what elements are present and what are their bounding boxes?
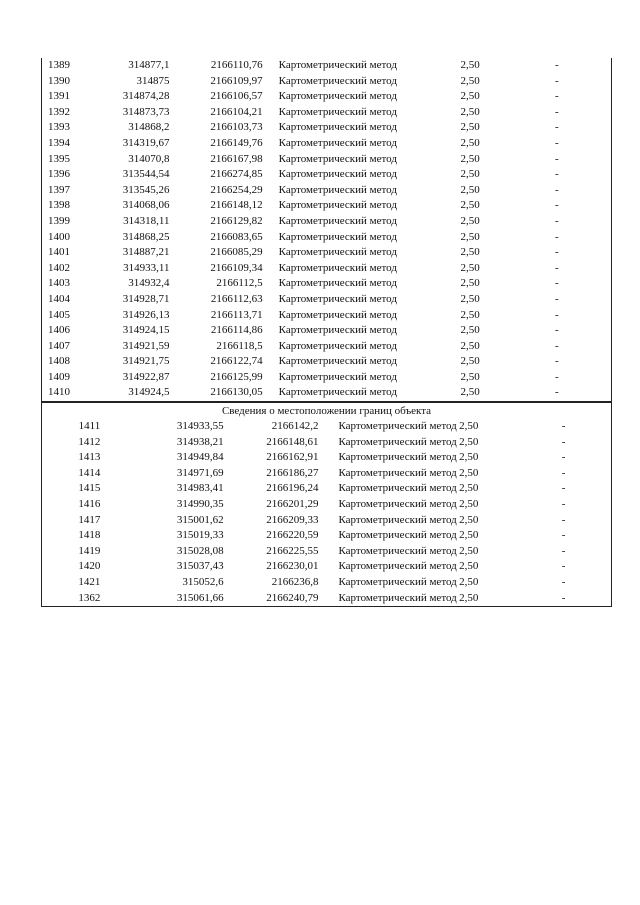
coord-x-cell: 314070,8 (128, 152, 170, 165)
coord-x-cell: 314873,73 (122, 105, 170, 118)
extra-cell: - (554, 168, 559, 181)
extra-cell: - (554, 292, 559, 305)
table-row (42, 74, 611, 90)
coord-y-cell: 2166209,33 (266, 513, 319, 526)
accuracy-cell: 2,50 (460, 386, 480, 399)
table-row (42, 575, 611, 591)
point-number-cell: 1399 (48, 214, 70, 227)
coord-x-cell: 314922,87 (122, 370, 170, 383)
method-cell: Картометрический метод (278, 261, 397, 274)
accuracy-cell: 2,50 (460, 74, 480, 87)
table-row (42, 528, 611, 544)
method-cell: Картометрический метод (278, 246, 397, 259)
coord-y-cell: 2166201,29 (266, 498, 319, 511)
coord-y-cell: 2166149,76 (210, 136, 263, 149)
coord-x-cell: 315001,62 (176, 513, 224, 526)
coord-x-cell: 314868,25 (122, 230, 170, 243)
method-cell: Картометрический метод (278, 324, 397, 337)
point-number-cell: 1402 (48, 261, 70, 274)
coord-y-cell: 2166196,24 (266, 482, 319, 495)
point-number-cell: 1401 (48, 246, 70, 259)
extra-cell: - (554, 121, 559, 134)
coord-y-cell: 2166142,2 (271, 420, 319, 433)
method-cell: Картометрический метод (338, 513, 457, 526)
table-row (42, 435, 611, 451)
table-row (42, 497, 611, 513)
accuracy-cell: 2,50 (459, 544, 479, 557)
point-number-cell: 1403 (48, 277, 70, 290)
point-number-cell: 1415 (78, 482, 101, 495)
table-row (42, 323, 611, 339)
table-row (42, 105, 611, 121)
accuracy-cell: 2,50 (460, 59, 480, 71)
table-row (42, 183, 611, 199)
table-row (42, 214, 611, 230)
coordinates-table-frame (41, 58, 612, 607)
method-cell: Картометрический метод (278, 183, 397, 196)
point-number-cell: 1413 (78, 451, 101, 464)
extra-cell: - (554, 74, 559, 87)
accuracy-cell: 2,50 (460, 183, 480, 196)
method-cell: Картометрический метод (278, 214, 397, 227)
extra-cell: - (554, 386, 559, 399)
extra-cell: - (554, 90, 559, 103)
extra-cell: - (554, 246, 559, 259)
coord-x-cell: 314319,67 (122, 136, 170, 149)
extra-cell: - (554, 199, 559, 212)
coord-y-cell: 2166167,98 (210, 152, 263, 165)
coord-y-cell: 2166148,61 (266, 435, 319, 448)
point-number-cell: 1391 (48, 90, 70, 103)
method-cell: Картометрический метод (338, 544, 457, 557)
table-row (42, 544, 611, 560)
extra-cell: - (561, 591, 566, 604)
extra-cell: - (554, 308, 559, 321)
coord-x-cell: 313545,26 (122, 183, 170, 196)
table-row (42, 89, 611, 105)
coord-y-cell: 2166148,12 (210, 199, 263, 212)
coord-x-cell: 314868,2 (128, 121, 170, 134)
method-cell: Картометрический метод (338, 591, 457, 604)
coord-y-cell: 2166109,97 (210, 74, 263, 87)
coord-y-cell: 2166083,65 (210, 230, 263, 243)
coord-y-cell: 2166254,29 (210, 183, 263, 196)
point-number-cell: 1409 (48, 370, 70, 383)
coord-x-cell: 315037,43 (176, 560, 224, 573)
point-number-cell: 1396 (48, 168, 70, 181)
extra-cell: - (561, 544, 566, 557)
extra-cell: - (554, 105, 559, 118)
coord-y-cell: 2166186,27 (266, 466, 319, 479)
point-number-cell: 1389 (48, 59, 70, 71)
coordinates-table-bottom (42, 401, 611, 607)
coordinates-table-top (42, 58, 611, 401)
accuracy-cell: 2,50 (459, 529, 479, 542)
table-row (42, 152, 611, 168)
extra-cell: - (554, 261, 559, 274)
accuracy-cell: 2,50 (460, 308, 480, 321)
extra-cell: - (561, 466, 566, 479)
coord-x-cell: 314928,71 (122, 292, 170, 305)
extra-cell: - (554, 355, 559, 368)
coord-x-cell: 314971,69 (176, 466, 224, 479)
coord-x-cell: 314877,1 (128, 59, 170, 71)
accuracy-cell: 2,50 (460, 90, 480, 103)
coord-x-cell: 314318,11 (123, 214, 170, 227)
accuracy-cell: 2,50 (460, 261, 480, 274)
coord-y-cell: 2166125,99 (210, 370, 263, 383)
method-cell: Картометрический метод (278, 355, 397, 368)
accuracy-cell: 2,50 (459, 498, 479, 511)
coord-x-cell: 314921,75 (122, 355, 170, 368)
table-row (42, 292, 611, 308)
coord-x-cell: 314068,06 (122, 199, 170, 212)
coord-x-cell: 314887,21 (122, 246, 170, 259)
extra-cell: - (554, 277, 559, 290)
accuracy-cell: 2,50 (459, 420, 479, 433)
extra-cell: - (554, 136, 559, 149)
extra-cell: - (561, 435, 566, 448)
accuracy-cell: 2,50 (460, 324, 480, 337)
accuracy-cell: 2,50 (460, 214, 480, 227)
accuracy-cell: 2,50 (459, 482, 479, 495)
coord-y-cell: 2166130,05 (210, 386, 263, 399)
accuracy-cell: 2,50 (459, 466, 479, 479)
extra-cell: - (561, 451, 566, 464)
method-cell: Картометрический метод (278, 168, 397, 181)
coord-x-cell: 314938,21 (176, 435, 224, 448)
point-number-cell: 1404 (48, 292, 70, 305)
extra-cell: - (561, 498, 566, 511)
coord-y-cell: 2166230,01 (266, 560, 319, 573)
extra-cell: - (561, 420, 566, 433)
table-row (42, 261, 611, 277)
coord-x-cell: 314983,41 (176, 482, 224, 495)
coord-x-cell: 314949,84 (176, 451, 224, 464)
extra-cell: - (554, 370, 559, 383)
extra-cell: - (554, 59, 559, 71)
coord-x-cell: 314932,4 (128, 277, 170, 290)
coord-y-cell: 2166085,29 (210, 246, 263, 259)
accuracy-cell: 2,50 (459, 435, 479, 448)
method-cell: Картометрический метод (278, 308, 397, 321)
method-cell: Картометрический метод (278, 152, 397, 165)
coord-x-cell: 313544,54 (122, 168, 170, 181)
method-cell: Картометрический метод (278, 292, 397, 305)
point-number-cell: 1362 (78, 591, 101, 604)
point-number-cell: 1414 (78, 466, 101, 479)
method-cell: Картометрический метод (278, 74, 397, 87)
table-row (42, 466, 611, 482)
point-number-cell: 1420 (78, 560, 101, 573)
coord-y-cell: 2166112,5 (216, 277, 263, 290)
accuracy-cell: 2,50 (460, 292, 480, 305)
method-cell: Картометрический метод (278, 199, 397, 212)
coord-y-cell: 2166110,76 (210, 59, 263, 71)
method-cell: Картометрический метод (338, 482, 457, 495)
method-cell: Картометрический метод (278, 59, 397, 71)
table-row (42, 481, 611, 497)
method-cell: Картометрический метод (278, 136, 397, 149)
coord-y-cell: 2166274,85 (210, 168, 263, 181)
method-cell: Картометрический метод (278, 105, 397, 118)
method-cell: Картометрический метод (278, 121, 397, 134)
accuracy-cell: 2,50 (460, 121, 480, 134)
extra-cell: - (561, 513, 566, 526)
table-row (42, 276, 611, 292)
method-cell: Картометрический метод (338, 420, 457, 433)
method-cell: Картометрический метод (278, 386, 397, 399)
table-row (42, 58, 611, 74)
coord-x-cell: 315028,08 (176, 544, 224, 557)
point-number-cell: 1417 (78, 513, 101, 526)
coord-y-cell: 2166118,5 (216, 339, 263, 352)
point-number-cell: 1421 (78, 576, 101, 588)
table-row (42, 198, 611, 214)
coord-x-cell: 314990,35 (176, 498, 224, 511)
coord-y-cell: 2166113,71 (210, 308, 263, 321)
method-cell: Картометрический метод (338, 529, 457, 542)
accuracy-cell: 2,50 (460, 277, 480, 290)
coord-x-cell: 314924,15 (122, 324, 170, 337)
coord-y-cell: 2166129,82 (210, 214, 263, 227)
coord-y-cell: 2166236,8 (271, 576, 319, 588)
accuracy-cell: 2,50 (459, 513, 479, 526)
coord-y-cell: 2166103,73 (210, 121, 263, 134)
point-number-cell: 1412 (78, 435, 101, 448)
coord-x-cell: 315019,33 (176, 529, 224, 542)
accuracy-cell: 2,50 (459, 576, 479, 588)
point-number-cell: 1408 (48, 355, 70, 368)
point-number-cell: 1416 (78, 498, 101, 511)
extra-cell: - (554, 183, 559, 196)
coord-x-cell: 314926,13 (122, 308, 170, 321)
accuracy-cell: 2,50 (460, 199, 480, 212)
table-row (42, 559, 611, 575)
point-number-cell: 1418 (78, 529, 101, 542)
point-number-cell: 1394 (48, 136, 70, 149)
coord-x-cell: 314874,28 (122, 90, 170, 103)
coord-y-cell: 2166220,59 (266, 529, 319, 542)
method-cell: Картометрический метод (338, 435, 457, 448)
table-row (42, 419, 611, 435)
coord-y-cell: 2166162,91 (266, 451, 319, 464)
point-number-cell: 1411 (78, 420, 101, 433)
accuracy-cell: 2,50 (460, 105, 480, 118)
coord-y-cell: 2166112,63 (210, 292, 263, 305)
extra-cell: - (561, 529, 566, 542)
extra-cell: - (561, 560, 566, 573)
table-row (42, 370, 611, 386)
accuracy-cell: 2,50 (460, 339, 480, 352)
point-number-cell: 1410 (48, 386, 70, 399)
accuracy-cell: 2,50 (460, 136, 480, 149)
extra-cell: - (561, 482, 566, 495)
point-number-cell: 1405 (48, 308, 70, 321)
point-number-cell: 1390 (48, 74, 70, 87)
extra-cell: - (554, 214, 559, 227)
method-cell: Картометрический метод (338, 466, 457, 479)
extra-cell: - (554, 230, 559, 243)
method-cell: Картометрический метод (338, 576, 457, 588)
coord-y-cell: 2166114,86 (210, 324, 263, 337)
table-row (42, 245, 611, 261)
accuracy-cell: 2,50 (460, 230, 480, 243)
method-cell: Картометрический метод (338, 451, 457, 464)
coord-y-cell: 2166106,57 (210, 90, 263, 103)
coord-x-cell: 314875 (136, 74, 170, 87)
method-cell: Картометрический метод (278, 339, 397, 352)
table-row (42, 339, 611, 355)
table-row (42, 450, 611, 466)
table-row (42, 385, 611, 401)
coord-x-cell: 314933,11 (123, 261, 170, 274)
point-number-cell: 1397 (48, 183, 70, 196)
coord-y-cell: 2166104,21 (210, 105, 263, 118)
section-title: Сведения о местоположении границ объекта (42, 402, 611, 419)
coord-x-cell: 314933,55 (176, 420, 224, 433)
method-cell: Картометрический метод (278, 370, 397, 383)
accuracy-cell: 2,50 (460, 152, 480, 165)
table-row (42, 591, 611, 607)
point-number-cell: 1398 (48, 199, 70, 212)
point-number-cell: 1419 (78, 544, 101, 557)
accuracy-cell: 2,50 (459, 591, 479, 604)
table-row (42, 308, 611, 324)
method-cell: Картометрический метод (278, 230, 397, 243)
extra-cell: - (561, 576, 566, 588)
point-number-cell: 1393 (48, 121, 70, 134)
method-cell: Картометрический метод (338, 498, 457, 511)
extra-cell: - (554, 324, 559, 337)
accuracy-cell: 2,50 (460, 355, 480, 368)
table-row (42, 513, 611, 529)
coord-y-cell: 2166122,74 (210, 355, 263, 368)
table-row (42, 120, 611, 136)
table-row (42, 230, 611, 246)
coord-x-cell: 315052,6 (182, 576, 224, 588)
method-cell: Картометрический метод (278, 90, 397, 103)
accuracy-cell: 2,50 (460, 246, 480, 259)
table-row (42, 136, 611, 152)
table-row (42, 354, 611, 370)
extra-cell: - (554, 339, 559, 352)
accuracy-cell: 2,50 (460, 370, 480, 383)
point-number-cell: 1400 (48, 230, 70, 243)
method-cell: Картометрический метод (338, 560, 457, 573)
table-row (42, 167, 611, 183)
section-header-row (42, 402, 611, 419)
method-cell: Картометрический метод (278, 277, 397, 290)
coord-x-cell: 314924,5 (128, 386, 170, 399)
extra-cell: - (554, 152, 559, 165)
coord-x-cell: 314921,59 (122, 339, 170, 352)
point-number-cell: 1407 (48, 339, 70, 352)
point-number-cell: 1395 (48, 152, 70, 165)
coord-y-cell: 2166240,79 (266, 591, 319, 604)
coord-y-cell: 2166225,55 (266, 544, 319, 557)
accuracy-cell: 2,50 (460, 168, 480, 181)
point-number-cell: 1392 (48, 105, 70, 118)
point-number-cell: 1406 (48, 324, 70, 337)
accuracy-cell: 2,50 (459, 560, 479, 573)
accuracy-cell: 2,50 (459, 451, 479, 464)
coord-y-cell: 2166109,34 (210, 261, 263, 274)
coord-x-cell: 315061,66 (176, 591, 224, 604)
